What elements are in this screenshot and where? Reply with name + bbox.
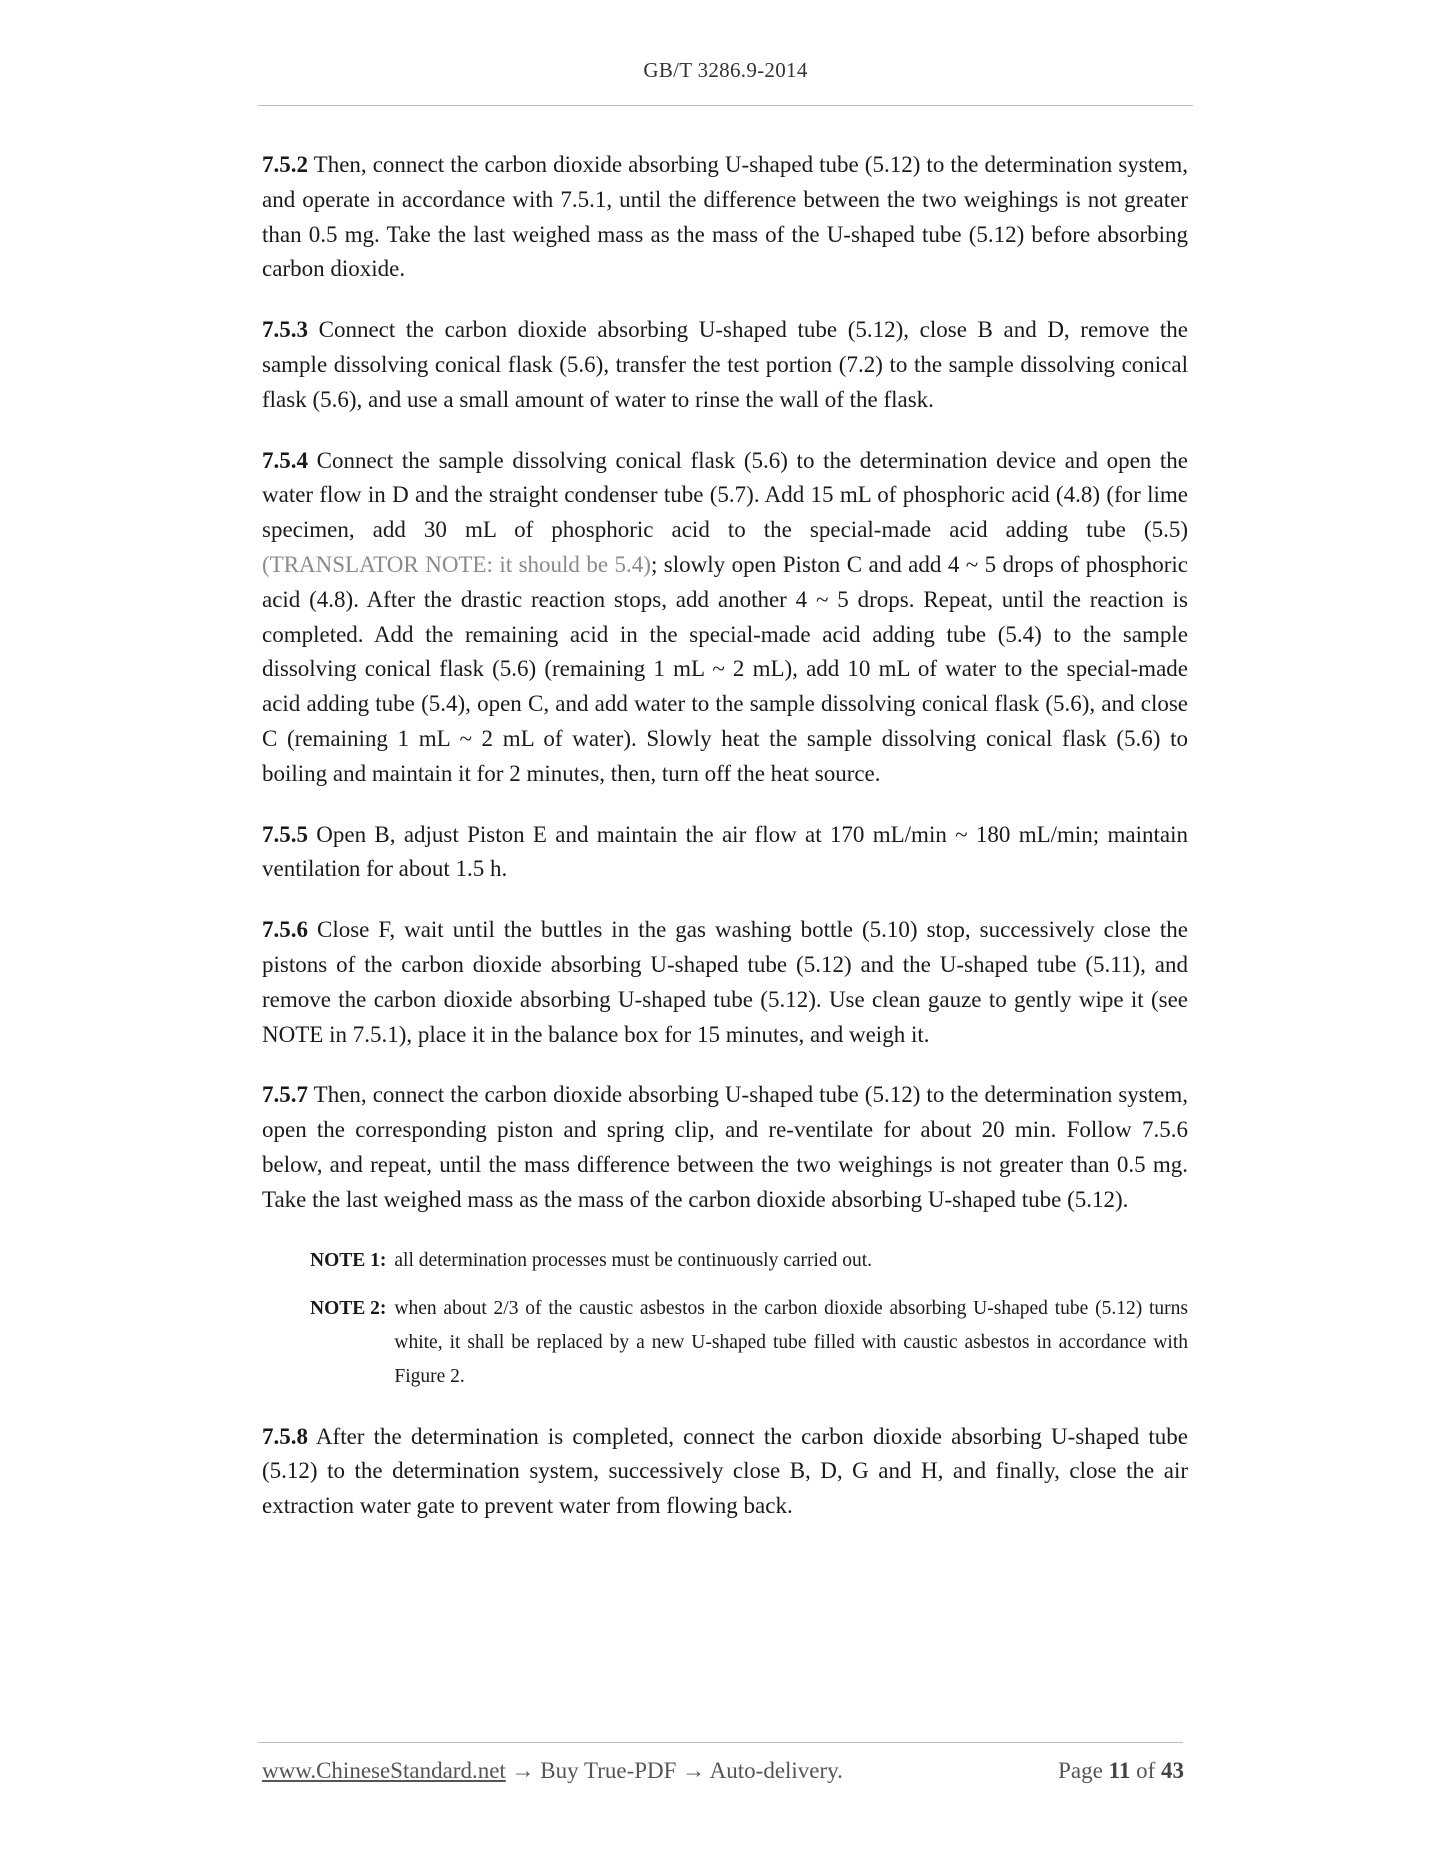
note-text: when about 2/3 of the caustic asbestos in the carbon dioxide absorbing U-shaped tube (5.12) turns white, it shall be replaced by a new U-shaped tube filled with caustic asbestos in accordance with Figure 2.: [394, 1297, 1188, 1387]
clause-number: 7.5.4: [262, 447, 308, 473]
translator-note: (TRANSLATOR NOTE: it should be 5.4): [262, 551, 651, 577]
document-body: [262, 148, 1188, 1550]
clause-number: 7.5.6: [262, 917, 308, 943]
clause-7-5-6: [262, 913, 1188, 1052]
page-header: GB/T 3286.9-2014: [643, 58, 808, 82]
clause-text: Open B, adjust Piston E and maintain the air flow at 170 mL/min ~ 180 mL/min; maintain ventilation for about 1.5 h.: [262, 821, 1188, 882]
note-label: NOTE 2:: [310, 1297, 387, 1319]
header-divider: [258, 105, 1193, 106]
clause-7-5-5: [262, 818, 1188, 888]
notes-block: [310, 1244, 1188, 1394]
page-of: of: [1130, 1758, 1161, 1783]
clause-7-5-2: [262, 148, 1188, 287]
page-indicator: [1058, 1758, 1184, 1784]
clause-text: Connect the carbon dioxide absorbing U-shaped tube (5.12), close B and D, remove the sample dissolving conical flask (5.6), transfer the test portion (7.2) to the sample dissolving conical flask (5.6), and use a small amount of water to rinse the wall of the flask.: [262, 317, 1188, 412]
page-total: 43: [1161, 1758, 1184, 1783]
note-1: [310, 1244, 1188, 1278]
clause-7-5-7: [262, 1078, 1188, 1217]
clause-number: 7.5.5: [262, 821, 308, 847]
footer-divider: [258, 1742, 1183, 1743]
clause-7-5-3: [262, 313, 1188, 417]
note-text: all determination processes must be continuously carried out.: [394, 1249, 873, 1271]
clause-text-continued: ; slowly open Piston C and add 4 ~ 5 drops of phosphoric acid (4.8). After the drastic reaction stops, add another 4 ~ 5 drops. Repeat, until the reaction is completed. Add the remaining acid in the special-made acid adding tube (5.4) to the sample dissolving conical flask (5.6) (remaining 1 mL ~ 2 mL), add 10 mL of water to the special-made acid adding tube (5.4), open C, and add water to the sample dissolving conical flask (5.6), and close C (remaining 1 mL ~ 2 mL of water). Slowly heat the sample dissolving conical flask (5.6) to boiling and maintain it for 2 minutes, then, turn off the heat source.: [262, 551, 1189, 786]
website-link[interactable]: www.ChineseStandard.net: [262, 1758, 506, 1783]
footer-promo: [262, 1758, 843, 1784]
clause-7-5-8: [262, 1420, 1188, 1524]
clause-number: 7.5.8: [262, 1423, 308, 1449]
clause-number: 7.5.3: [262, 317, 308, 343]
footer-tagline: → Buy True-PDF → Auto-delivery.: [505, 1758, 843, 1783]
clause-number: 7.5.7: [262, 1082, 308, 1108]
note-2: [310, 1292, 1188, 1394]
clause-text: Close F, wait until the buttles in the gas washing bottle (5.10) stop, successively close the pistons of the carbon dioxide absorbing U-shaped tube (5.12) and the U-shaped tube (5.11), and remove the carbon dioxide absorbing U-shaped tube (5.12). Use clean gauze to gently wipe it (see NOTE in 7.5.1), place it in the balance box for 15 minutes, and weigh it.: [262, 917, 1188, 1047]
clause-number: 7.5.2: [262, 152, 308, 177]
clause-text: After the determination is completed, connect the carbon dioxide absorbing U-shaped tube (5.12) to the determination system, successively close B, D, G and H, and finally, close the air extraction water gate to prevent water from flowing back.: [262, 1423, 1188, 1519]
page-label: Page: [1058, 1758, 1109, 1783]
clause-text: Then, connect the carbon dioxide absorbing U-shaped tube (5.12) to the determination system, open the corresponding piston and spring clip, and re-ventilate for about 20 min. Follow 7.5.6 below, and repeat, until the mass difference between the two weighings is not greater than 0.5 mg. Take the last weighed mass as the mass of the carbon dioxide absorbing U-shaped tube (5.12).: [262, 1082, 1188, 1212]
clause-7-5-4: [262, 444, 1188, 792]
clause-text: Connect the sample dissolving conical flask (5.6) to the determination device and open the water flow in D and the straight condenser tube (5.7). Add 15 mL of phosphoric acid (4.8) (for lime specimen, add 30 mL of phosphoric acid to the special-made acid adding tube (5.5): [262, 447, 1188, 543]
page-footer: [262, 1758, 1184, 1784]
note-label: NOTE 1:: [310, 1249, 387, 1271]
page-current: 11: [1108, 1758, 1131, 1783]
clause-text: Then, connect the carbon dioxide absorbing U-shaped tube (5.12) to the determination system, and operate in accordance with 7.5.1, until the difference between the two weighings is not greater than 0.5 mg. Take the last weighed mass as the mass of the U-shaped tube (5.12) before absorbing carbon dioxide.: [262, 152, 1188, 282]
